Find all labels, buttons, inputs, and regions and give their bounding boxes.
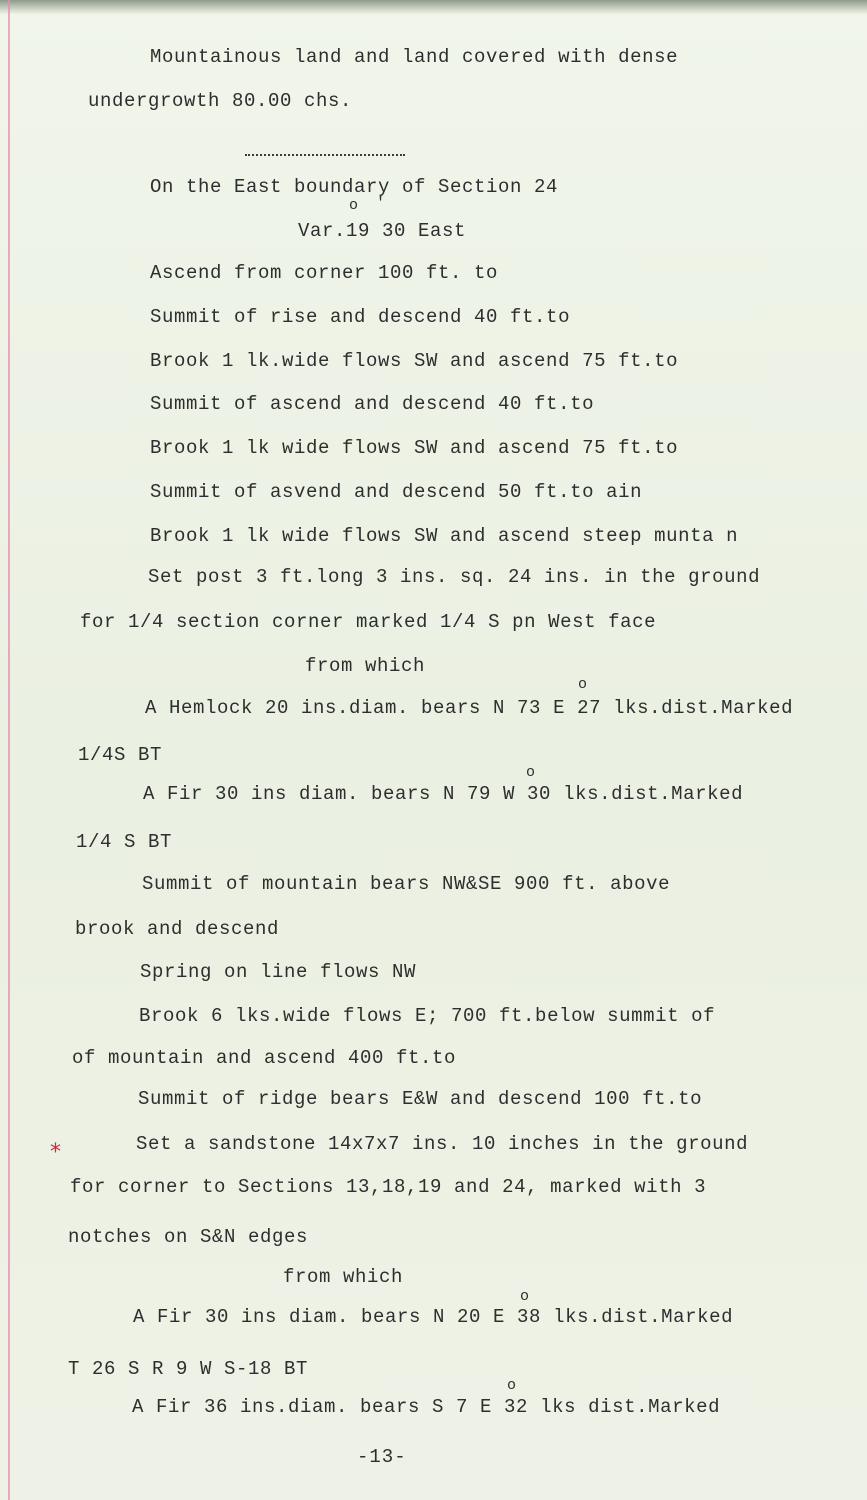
degree-mark: o [526, 764, 536, 781]
bearing-tree-1: A Hemlock 20 ins.diam. bears N 73 E 27 lks.dist.Marked [145, 697, 794, 719]
text-line-8: Summit of ascend and descend 40 ft.to [150, 393, 595, 415]
text-line-19: Summit of mountain bears NW&SE 900 ft. above [142, 873, 671, 895]
scan-top-edge [0, 0, 867, 14]
text-line-24: Summit of ridge bears E&W and descend 100 ft.to [138, 1088, 703, 1110]
bearing-tree-4: A Fir 36 ins.diam. bears S 7 E 32 lks dist.Marked [132, 1396, 721, 1418]
text-line-23: of mountain and ascend 400 ft.to [72, 1047, 457, 1069]
margin-line [8, 0, 10, 1500]
text-line-6: Summit of rise and descend 40 ft.to [150, 306, 571, 328]
text-line-26: for corner to Sections 13,18,19 and 24, marked with 3 [70, 1176, 707, 1198]
bearing-tree-2-mark: 1/4 S BT [76, 831, 173, 853]
degree-mark: o [507, 1377, 517, 1394]
from-which-1: from which [305, 655, 426, 677]
text-line-20: brook and descend [75, 918, 280, 940]
text-line-2: undergrowth 80.00 chs. [88, 90, 353, 112]
minute-mark: ' [376, 195, 386, 212]
text-line-21: Spring on line flows NW [140, 961, 417, 983]
section-heading: On the East boundary of Section 24 [150, 176, 559, 198]
text-line-22: Brook 6 lks.wide flows E; 700 ft.below summit of [139, 1005, 716, 1027]
text-line-25: Set a sandstone 14x7x7 ins. 10 inches in the ground [136, 1133, 749, 1155]
degree-mark: o [520, 1288, 530, 1305]
degree-mark: o [578, 676, 588, 693]
text-line-10: Summit of asvend and descend 50 ft.to ain [150, 481, 643, 503]
degree-mark: o [349, 197, 359, 214]
variation-line: Var.19 30 East [298, 220, 467, 242]
page-number: -13- [357, 1446, 407, 1468]
text-line-1: Mountainous land and land covered with dense [150, 46, 679, 68]
margin-asterisk: * [50, 1140, 61, 1165]
text-line-12: Set post 3 ft.long 3 ins. sq. 24 ins. in the ground [148, 566, 761, 588]
bearing-tree-1-mark: 1/4S BT [78, 744, 163, 766]
text-line-7: Brook 1 lk.wide flows SW and ascend 75 ft.to [150, 350, 679, 372]
from-which-2: from which [283, 1266, 404, 1288]
text-line-13: for 1/4 section corner marked 1/4 S pn West face [80, 611, 657, 633]
text-line-27: notches on S&N edges [68, 1226, 309, 1248]
text-line-9: Brook 1 lk wide flows SW and ascend 75 ft.to [150, 437, 679, 459]
section-divider [245, 154, 405, 156]
text-line-5: Ascend from corner 100 ft. to [150, 262, 499, 284]
bearing-tree-3-mark: T 26 S R 9 W S-18 BT [68, 1358, 309, 1380]
bearing-tree-2: A Fir 30 ins diam. bears N 79 W 30 lks.dist.Marked [143, 783, 744, 805]
text-line-11: Brook 1 lk wide flows SW and ascend steep munta n [150, 525, 739, 547]
bearing-tree-3: A Fir 30 ins diam. bears N 20 E 38 lks.dist.Marked [133, 1306, 734, 1328]
